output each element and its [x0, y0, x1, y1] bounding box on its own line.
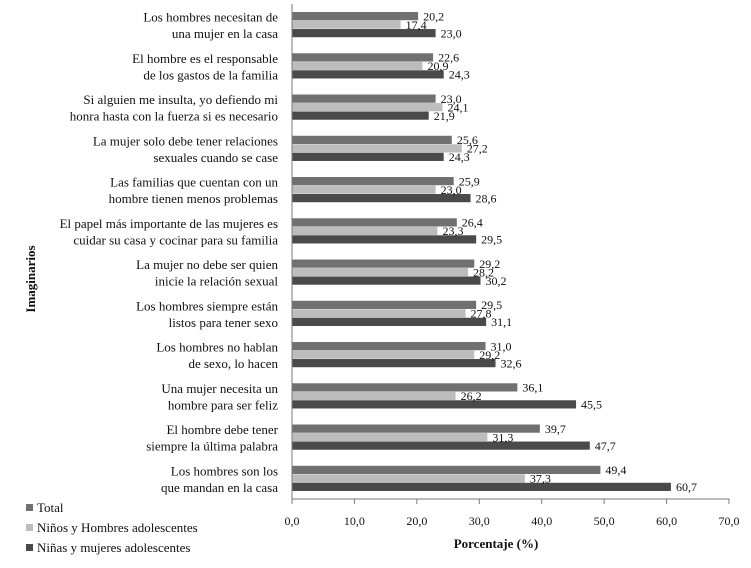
bar [292, 318, 486, 326]
data-label: 60,7 [675, 480, 697, 495]
bar [292, 53, 433, 61]
x-tick-label: 40,0 [531, 514, 553, 528]
category-label: Si alguien me insulta, yo defiendo mi [83, 92, 278, 108]
data-label: 20,9 [427, 59, 449, 74]
data-label: 45,5 [581, 397, 603, 412]
data-label: 37,3 [529, 471, 551, 486]
data-label: 23,3 [442, 224, 464, 239]
category-label: de sexo, lo hacen [188, 356, 278, 372]
bar [292, 433, 487, 441]
data-label: 30,2 [485, 273, 507, 288]
data-labels [406, 9, 697, 494]
category-label: siempre la última palabra [146, 438, 278, 454]
bar [292, 268, 468, 276]
category-label: La mujer solo debe tener relaciones [92, 133, 278, 149]
bar [292, 383, 517, 391]
data-label: 32,6 [500, 356, 522, 371]
bar [292, 177, 454, 185]
data-label: 49,4 [605, 463, 627, 478]
bar [292, 351, 474, 359]
data-label: 36,1 [522, 380, 544, 395]
category-label: inicie la relación sexual [154, 273, 278, 289]
category-label: que mandan en la casa [161, 479, 278, 495]
data-label: 21,9 [433, 108, 455, 123]
category-label: El hombre debe tener [166, 422, 278, 438]
x-tick-label: 60,0 [656, 514, 678, 528]
bar [292, 186, 436, 194]
data-label: 27,2 [466, 141, 488, 156]
legend-label: Total [37, 500, 64, 515]
category-label: Los hombres necesitan de [143, 9, 278, 25]
bar [292, 260, 474, 268]
bar [292, 342, 486, 350]
data-label: 29,5 [481, 298, 503, 313]
category-labels [60, 10, 279, 495]
legend [26, 500, 198, 555]
data-label: 26,4 [461, 215, 483, 230]
data-label: 25,6 [456, 133, 478, 148]
bar [292, 400, 576, 408]
x-tick-label: 30,0 [468, 514, 490, 528]
bars [292, 12, 671, 491]
bar [292, 474, 525, 482]
category-label: honra hasta con la fuerza si es necesario [69, 108, 278, 124]
data-label: 17,4 [405, 17, 427, 32]
category-label: Una mujer necesita un [161, 380, 278, 396]
data-label: 20,2 [423, 9, 445, 24]
bar [292, 103, 442, 111]
category-label: hombre tienen menos problemas [108, 191, 278, 207]
data-label: 29,5 [481, 232, 503, 247]
bar [292, 70, 444, 78]
bar [292, 136, 452, 144]
bar [292, 301, 476, 309]
category-label: La mujer no debe ser quien [136, 257, 278, 273]
data-label: 23,0 [440, 91, 462, 106]
data-label: 27,8 [470, 306, 492, 321]
data-label: 24,3 [448, 150, 470, 165]
category-label: sexuales cuando se case [153, 149, 278, 165]
legend-swatch [26, 504, 33, 511]
data-label: 29,2 [479, 347, 501, 362]
bar [292, 483, 671, 491]
category-label: Los hombres no hablan [156, 339, 278, 355]
data-label: 47,7 [594, 438, 616, 453]
category-label: listos para tener sexo [168, 314, 278, 330]
bar [292, 153, 444, 161]
x-axis-title: Porcentaje (%) [453, 536, 539, 551]
data-label: 24,3 [448, 67, 470, 82]
category-label: hombre para ser feliz [167, 397, 278, 413]
bar [292, 144, 462, 152]
bar [292, 95, 436, 103]
data-label: 29,2 [479, 256, 501, 271]
bar [292, 359, 496, 367]
bar [292, 392, 456, 400]
bar [292, 62, 422, 70]
bar [292, 218, 457, 226]
data-label: 25,9 [458, 174, 480, 189]
data-label: 31,1 [491, 315, 513, 330]
x-tick-label: 50,0 [593, 514, 615, 528]
bar [292, 309, 466, 317]
category-label: El hombre es el responsable [132, 50, 278, 66]
data-label: 23,0 [440, 182, 462, 197]
category-label: una mujer en la casa [171, 26, 278, 42]
data-label: 31,3 [492, 430, 514, 445]
category-label: El papel más importante de las mujeres es [59, 215, 278, 231]
category-label: Los hombres son los [170, 463, 278, 479]
category-label: Los hombres siempre están [136, 298, 278, 314]
x-tick-label: 10,0 [343, 514, 365, 528]
bar [292, 277, 481, 285]
bar [292, 442, 590, 450]
bar [292, 12, 418, 20]
data-label: 24,1 [447, 100, 469, 115]
bar [292, 227, 437, 235]
legend-swatch [26, 544, 33, 551]
category-label: cuidar su casa y cocinar para su familia [73, 232, 278, 248]
data-label: 23,0 [440, 26, 462, 41]
bar [292, 112, 429, 120]
category-label: Las familias que cuentan con un [110, 174, 278, 190]
legend-swatch [26, 524, 33, 531]
x-tick-label: 20,0 [406, 514, 428, 528]
data-label: 26,2 [460, 389, 482, 404]
data-label: 39,7 [544, 421, 566, 436]
data-label: 28,6 [475, 191, 497, 206]
category-label: de los gastos de la familia [143, 67, 278, 83]
x-tick-label: 70,0 [718, 514, 740, 528]
bar [292, 466, 600, 474]
y-axis-title: Imaginarios [23, 245, 38, 313]
legend-label: Niñas y mujeres adolescentes [37, 540, 191, 555]
bar [292, 21, 401, 29]
data-label: 31,0 [490, 339, 512, 354]
data-label: 22,6 [438, 50, 460, 65]
legend-label: Niños y Hombres adolescentes [37, 520, 198, 535]
x-tick-label: 0,0 [284, 514, 300, 528]
data-label: 28,2 [473, 265, 495, 280]
